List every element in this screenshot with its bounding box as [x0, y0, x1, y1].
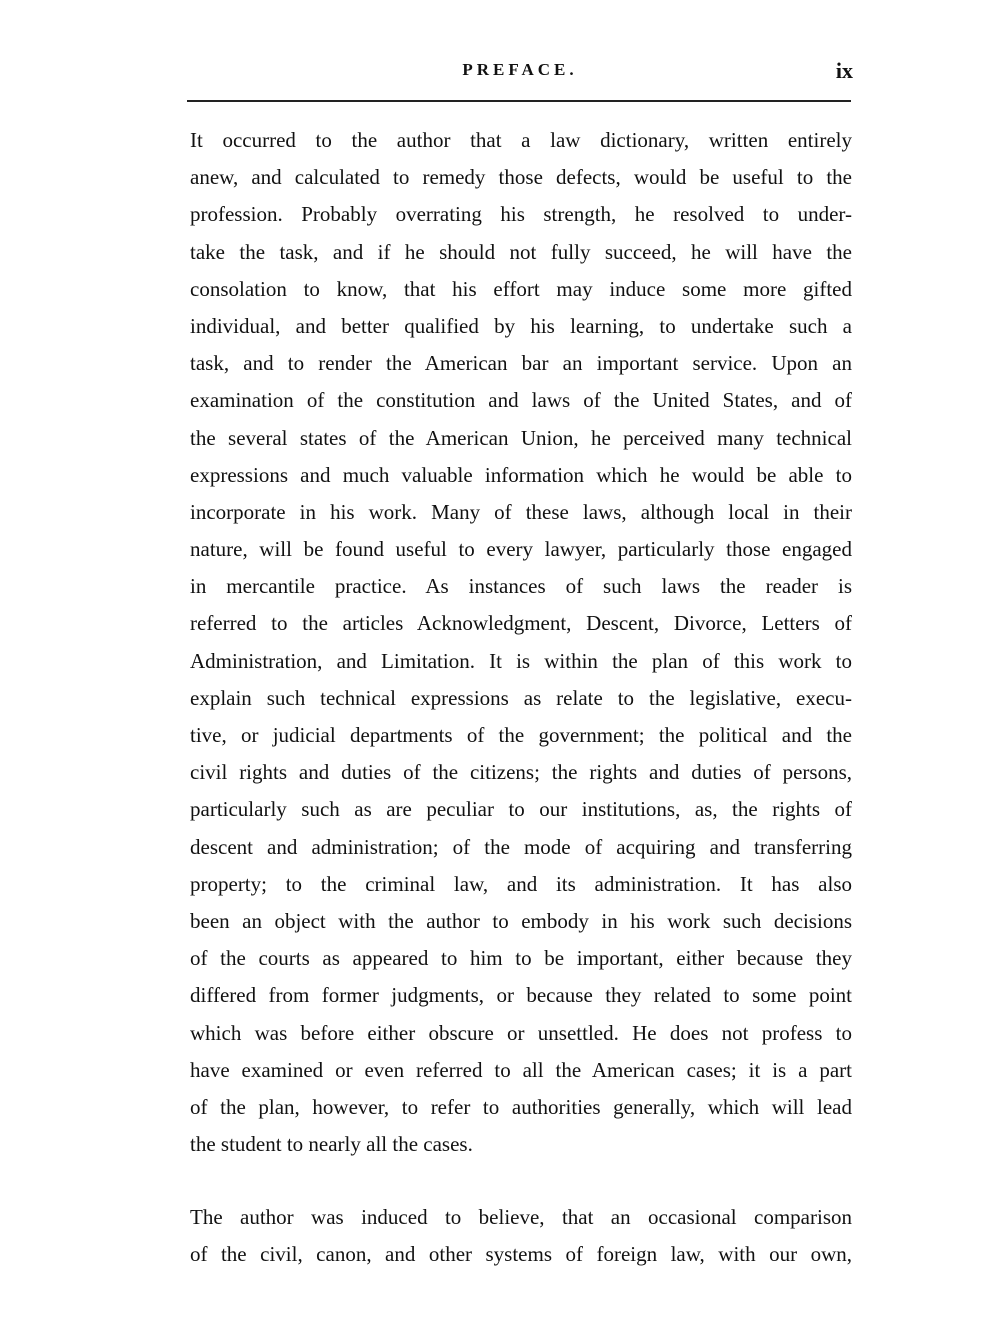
paragraph: [190, 122, 852, 1163]
paragraph: [190, 1199, 852, 1273]
text-line: anew, and calculated to remedy those defects, would be useful to the: [190, 165, 852, 190]
text-line: property; to the criminal law, and its administration. It has also: [190, 871, 852, 896]
text-line: been an object with the author to embody in his work such decisions: [190, 908, 852, 933]
text-line: tive, or judicial departments of the government; the political and the: [190, 723, 852, 747]
text-line: of the civil, canon, and other systems of foreign law, with our own,: [190, 1242, 852, 1267]
paragraph-gap: [190, 1163, 852, 1199]
text-line: consolation to know, that his effort may induce some more gifted: [190, 276, 852, 301]
text-line: of the plan, however, to refer to authorities generally, which will lead: [190, 1094, 852, 1119]
text-line: task, and to render the American bar an important service. Upon an: [190, 351, 852, 376]
text-line: civil rights and duties of the citizens; the rights and duties of persons,: [190, 760, 852, 785]
text-line: take the task, and if he should not fully succeed, he will have the: [190, 239, 852, 264]
text-line: in mercantile practice. As instances of such laws the reader is: [190, 574, 852, 599]
text-line: It occurred to the author that a law dictionary, written entirely: [190, 128, 852, 152]
text-line: descent and administration; of the mode of acquiring and transferring: [190, 834, 852, 859]
text-line: differed from former judgments, or because they related to some point: [190, 983, 852, 1008]
text-line: The author was induced to believe, that an occasional comparison: [190, 1205, 852, 1230]
text-line: particularly such as are peculiar to our institutions, as, the rights of: [190, 797, 852, 822]
text-line: of the courts as appeared to him to be important, either because they: [190, 946, 852, 971]
text-line: examination of the constitution and laws of the United States, and of: [190, 388, 852, 413]
running-title: PREFACE.: [462, 60, 578, 79]
text-line: the several states of the American Union, he perceived many technical: [190, 425, 852, 450]
text-line: the student to nearly all the cases.: [190, 1132, 473, 1157]
text-line: Administration, and Limitation. It is within the plan of this work to: [190, 648, 852, 673]
text-line: which was before either obscure or unsettled. He does not profess to: [190, 1020, 852, 1045]
running-head: [187, 60, 853, 90]
text-line: individual, and better qualified by his learning, to undertake such a: [190, 313, 852, 338]
text-line: expressions and much valuable information which he would be able to: [190, 462, 852, 487]
page-number: ix: [835, 58, 853, 83]
text-line: have examined or even referred to all the American cases; it is a part: [190, 1057, 852, 1082]
text-line: explain such technical expressions as relate to the legislative, execu-: [190, 685, 852, 710]
header-rule: [187, 100, 851, 102]
text-line: nature, will be found useful to every lawyer, particularly those engaged: [190, 537, 852, 562]
text-line: profession. Probably overrating his strength, he resolved to under-: [190, 202, 852, 227]
body-text: [190, 122, 852, 1274]
text-line: incorporate in his work. Many of these laws, although local in their: [190, 499, 852, 524]
text-line: referred to the articles Acknowledgment, Descent, Divorce, Letters of: [190, 611, 852, 636]
